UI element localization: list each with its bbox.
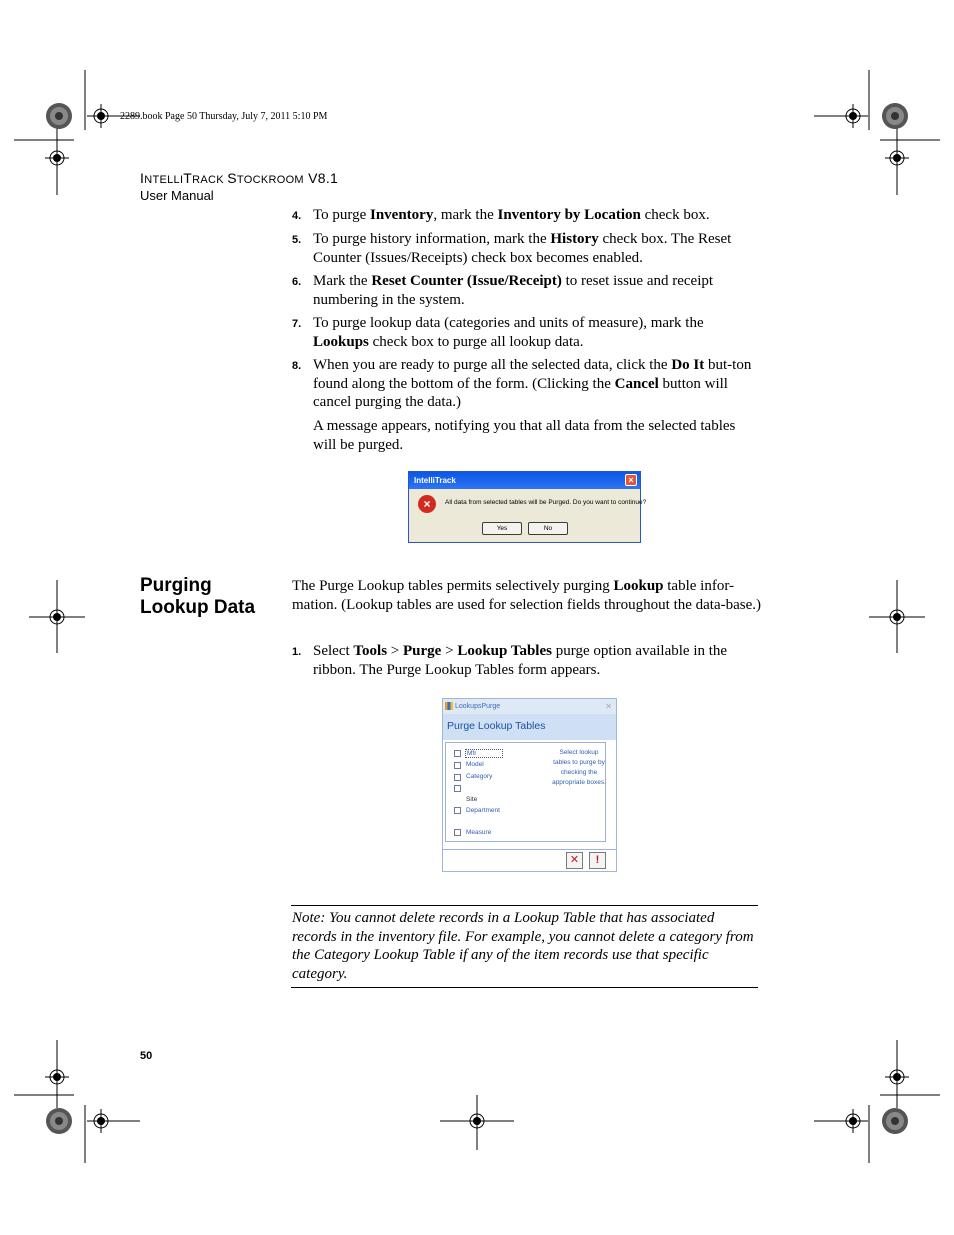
form-window-title: LookupsPurge [455,703,501,710]
checkbox-department[interactable] [454,807,461,814]
error-icon: × [418,495,436,513]
form-icon [445,702,453,710]
label-model: Model [466,761,484,768]
running-header-subtitle: User Manual [140,188,214,203]
step-item: 5. To purge history information, mark the History check box. The Reset Counter (Issues/Receipts) check box becomes enabled. [292,231,732,266]
step-item: 1. Select Tools > Purge > Lookup Tables purge option available in the ribbon. The Purge Lookup Tables form appears. [292,643,728,678]
checkbox-site[interactable] [454,785,461,792]
form-hint: Select lookup tables to purge by checking the appropriate boxes. [552,749,606,786]
step-number: 5. [292,234,302,246]
form-divider [443,849,616,850]
step-item: 8. When you are ready to purge all the selected data, click the Do It but-ton found along the bottom of the form. (Clicking the Cancel button will cancel purging the data.) [292,357,752,411]
lookup-checklist [445,742,606,842]
step-number: 7. [292,318,302,330]
cancel-button[interactable]: ✕ [566,852,583,869]
checkbox-mfr[interactable] [454,750,461,757]
label-mfr: Mfr [465,749,503,758]
do-it-button[interactable]: ! [589,852,606,869]
dialog-title-bar [409,472,640,489]
form-title-bar [443,699,616,714]
checkbox-category[interactable] [454,774,461,781]
label-category: Category [466,773,493,780]
step-item: 6. Mark the Reset Counter (Issue/Receipt) to reset issue and receipt numbering in the system. [292,273,714,308]
step-number: 1. [292,646,302,658]
page-number: 50 [140,1050,153,1062]
checkbox-model[interactable] [454,762,461,769]
note-bottom-rule [291,987,758,988]
label-department: Department [466,807,500,814]
yes-button[interactable]: Yes [482,522,522,535]
print-slug-line: 2289.book Page 50 Thursday, July 7, 2011 5:10 PM [120,111,328,122]
dialog-message: All data from selected tables will be Purged. Do you want to continue? [445,499,647,506]
label-site: Site [466,796,478,803]
form-heading: Purge Lookup Tables [443,714,616,740]
step-number: 4. [292,210,302,222]
message-paragraph: A message appears, notifying you that all data from the selected tables will be purged. [313,418,736,453]
close-icon[interactable]: × [625,474,637,486]
note-top-rule [291,905,758,906]
note-text: Note: You cannot delete records in a Lookup Table that has associated records in the inventory file. For example, you cannot delete a category from the Category Lookup Table if any of the item records use that specific category. [292,910,754,983]
section-heading: Purging Lookup Data [140,575,256,618]
confirm-dialog [408,471,647,543]
running-header-title: INTELLITRACK STOCKROOM V8.1 [140,170,339,186]
step-number: 8. [292,360,302,372]
step-item: 4. To purge Inventory, mark the Inventory by Location check box. [292,206,762,225]
step-item: 7. To purge lookup data (categories and units of measure), mark the Lookups check box to purge all lookup data. [292,315,704,350]
step-number: 6. [292,276,302,288]
label-measure: Measure [466,829,492,836]
dialog-title: IntelliTrack [414,476,456,485]
no-button[interactable]: No [528,522,568,535]
section-intro: The Purge Lookup tables permits selectively purging Lookup table infor-mation. (Lookup tables are used for selection fields throughout the data-base.) [292,578,762,613]
close-icon[interactable]: ✕ [605,702,612,711]
lookup-purge-form [442,698,617,872]
checkbox-measure[interactable] [454,829,461,836]
